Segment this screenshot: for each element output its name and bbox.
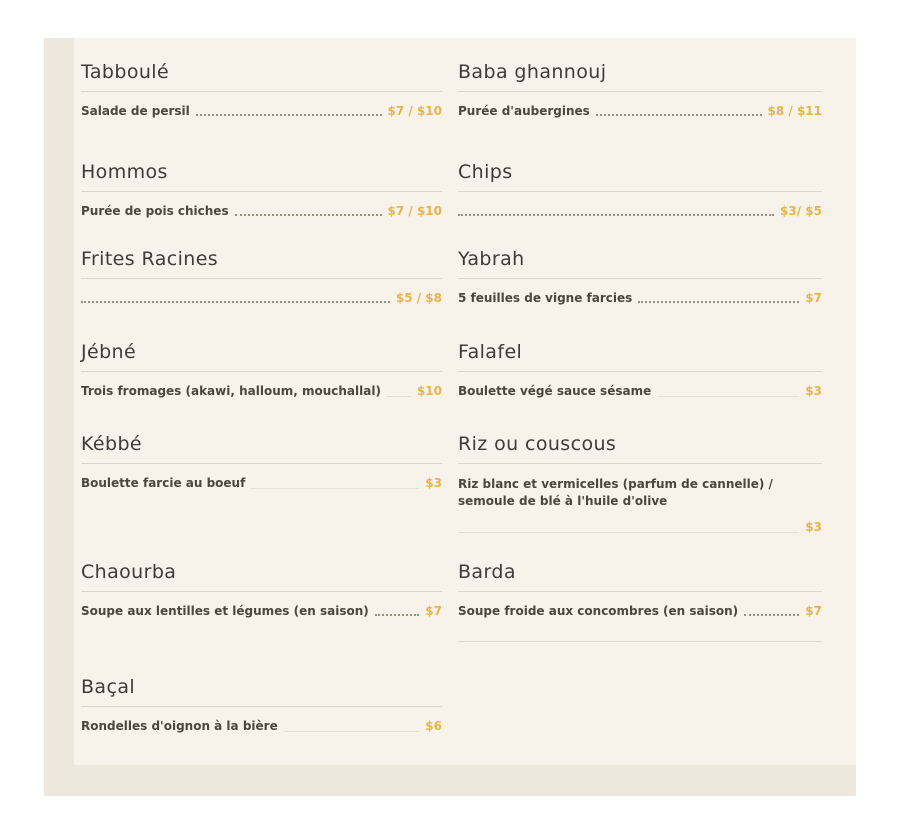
section-title: Frites Racines — [81, 248, 219, 270]
menu-section — [81, 563, 442, 678]
section-items — [458, 204, 822, 219]
section-rule — [81, 591, 442, 592]
item-price: $7 — [425, 604, 442, 618]
section-items — [458, 476, 822, 535]
section-title: Baçal — [81, 676, 136, 698]
section-rule — [458, 371, 822, 372]
menu-section — [81, 163, 442, 250]
section-rule — [81, 191, 442, 192]
item-leader-line — [657, 396, 799, 397]
section-items — [458, 291, 822, 306]
item-price: $3 — [805, 384, 822, 398]
section-rule — [81, 91, 442, 92]
section-items — [81, 604, 442, 619]
item-leader-line — [458, 214, 774, 216]
item-description: 5 feuilles de vigne farcies — [458, 291, 633, 305]
menu-item — [81, 476, 442, 491]
menu-item — [458, 476, 822, 535]
menu-item — [81, 719, 442, 734]
menu-item — [81, 204, 442, 219]
section-title: Yabrah — [458, 248, 525, 270]
item-description: Purée de pois chiches — [81, 204, 229, 218]
section-items — [81, 204, 442, 219]
section-rule — [81, 371, 442, 372]
item-description: Purée d'aubergines — [458, 104, 590, 118]
item-leader-line — [638, 301, 799, 303]
section-title: Hommos — [81, 161, 168, 183]
menu-item — [81, 291, 442, 306]
menu-section — [81, 343, 442, 435]
section-rule — [81, 463, 442, 464]
item-price-row — [458, 520, 822, 535]
section-rule — [458, 278, 822, 279]
item-price: $7 / $10 — [387, 104, 442, 118]
menu-page-background — [44, 38, 856, 796]
section-rule — [81, 706, 442, 707]
item-description: Trois fromages (akawi, halloum, mouchallal) — [81, 384, 381, 398]
section-title: Chaourba — [81, 561, 177, 583]
item-description: Boulette végé sauce sésame — [458, 384, 652, 398]
menu-section — [458, 435, 822, 563]
menu-section — [458, 563, 822, 678]
menu-item — [81, 604, 442, 619]
item-leader-line — [387, 396, 411, 397]
section-items — [81, 291, 442, 306]
section-items — [81, 476, 442, 491]
section-items — [458, 384, 822, 399]
section-items — [81, 104, 442, 119]
item-leader-line — [284, 731, 420, 732]
section-items — [81, 719, 442, 734]
item-leader-line — [251, 488, 419, 489]
menu-item — [81, 384, 442, 399]
item-price: $7 — [805, 291, 822, 305]
item-description: Soupe froide aux concombres (en saison) — [458, 604, 739, 618]
menu-section — [81, 250, 442, 343]
section-rule — [458, 191, 822, 192]
item-leader-line — [81, 301, 390, 303]
menu-section — [458, 343, 822, 435]
item-leader-line — [458, 532, 799, 533]
section-title: Kébbé — [81, 433, 143, 455]
item-leader-line — [375, 614, 420, 616]
section-title: Baba ghannouj — [458, 61, 607, 83]
item-price: $10 — [416, 384, 442, 398]
section-rule — [458, 463, 822, 464]
section-title: Tabboulé — [81, 61, 170, 83]
item-leader-line — [596, 114, 762, 116]
item-price: $3 — [425, 476, 442, 490]
menu-item — [458, 384, 822, 399]
menu-section — [81, 435, 442, 563]
menu-grid — [81, 63, 823, 734]
section-items — [81, 384, 442, 399]
section-items — [458, 104, 822, 119]
section-items — [458, 604, 822, 642]
section-rule — [81, 278, 442, 279]
section-title: Barda — [458, 561, 516, 583]
item-price: $7 — [805, 604, 822, 618]
item-price: $5 / $8 — [395, 291, 442, 305]
menu-item — [81, 104, 442, 119]
menu-section — [458, 163, 822, 250]
item-price: $7 / $10 — [387, 204, 442, 218]
menu-item — [458, 204, 822, 219]
section-title: Chips — [458, 161, 513, 183]
menu-item — [458, 604, 822, 619]
section-rule — [458, 591, 822, 592]
item-leader-line — [744, 614, 799, 616]
extra-rule — [458, 641, 822, 642]
menu-panel — [74, 38, 856, 765]
item-leader-line — [235, 214, 382, 216]
item-description: Soupe aux lentilles et légumes (en saison) — [81, 604, 369, 618]
menu-item — [458, 104, 822, 119]
item-description: Riz blanc et vermicelles (parfum de cannelle) / semoule de blé à l'huile d'olive — [458, 477, 773, 508]
item-price: $6 — [425, 719, 442, 733]
item-leader-line — [196, 114, 382, 116]
menu-item — [458, 291, 822, 306]
menu-section — [81, 63, 442, 163]
section-title: Riz ou couscous — [458, 433, 617, 455]
item-description: Rondelles d'oignon à la bière — [81, 719, 278, 733]
item-price: $3/ $5 — [780, 204, 822, 218]
menu-section — [81, 678, 442, 734]
item-description: Boulette farcie au boeuf — [81, 476, 246, 490]
item-price: $8 / $11 — [767, 104, 822, 118]
item-price: $3 — [805, 520, 822, 534]
section-title: Jébné — [81, 341, 137, 363]
section-title: Falafel — [458, 341, 523, 363]
menu-section — [458, 250, 822, 343]
menu-section — [458, 63, 822, 163]
section-rule — [458, 91, 822, 92]
item-description: Salade de persil — [81, 104, 190, 118]
